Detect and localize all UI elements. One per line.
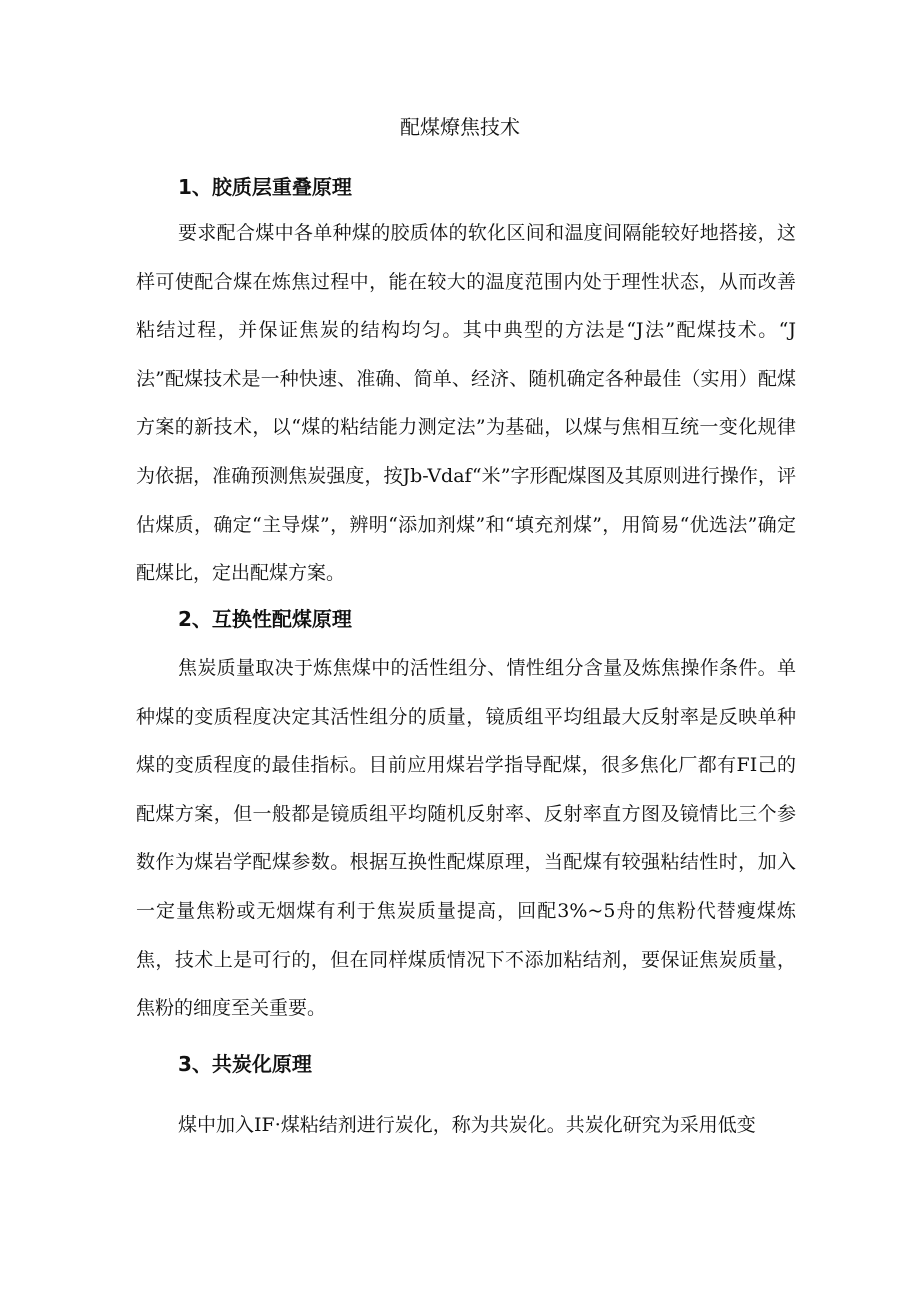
section-heading-1: 1、胶质层重叠原理 — [178, 175, 352, 199]
section-heading-2: 2、互换性配煤原理 — [178, 607, 352, 631]
section-paragraph-2: 焦炭质量取决于炼焦煤中的活性组分、情性组分含量及炼焦操作条件。单种煤的变质程度决定其活性组分的质量，镜质组平均组最大反射率是反映单种煤的变质程度的最佳指标。目前应用煤岩学指导配煤，很多焦化厂都有FI己的配煤方案，但一般都是镜质组平均随机反射率、反射率直方图及镜情比三个参数作为煤岩学配煤参数。根据互换性配煤原理，当配煤有较强粘结性时，加入一定量焦粉或无烟煤有利于焦炭质量提高，回配3%~5舟的焦粉代替瘦煤炼焦，技术上是可行的，但在同样煤质情况下不添加粘结剂，要保证焦炭质量，焦粉的细度至关重要。 — [136, 657, 796, 1020]
section-paragraph-1: 要求配合煤中各单种煤的胶质体的软化区间和温度间隔能较好地搭接，这样可使配合煤在炼焦过程中，能在较大的温度范围内处于理性状态，从而改善粘结过程，并保证焦炭的结构均匀。其中典型的方法是“J法”配煤技术。“J法”配煤技术是一种快速、准确、简单、经济、随机确定各种最佳（实用）配煤方案的新技术，以“煤的粘结能力测定法”为基础，以煤与焦相互统一变化规律为依据，准确预测焦炭强度，按Jb-Vdaf“米”字形配煤图及其原则进行操作，评估煤质，确定“主导煤”，辨明“添加剂煤”和“填充剂煤”，用简易“优选法”确定配煤比，定出配煤方案。 — [136, 222, 796, 585]
document-title: 配煤燎焦技术 — [400, 115, 520, 139]
section-heading-3: 3、共炭化原理 — [178, 1052, 312, 1076]
section-paragraph-3: 煤中加入IF·煤粘结剂进行炭化，称为共炭化。共炭化研究为采用低变 — [178, 1114, 756, 1136]
